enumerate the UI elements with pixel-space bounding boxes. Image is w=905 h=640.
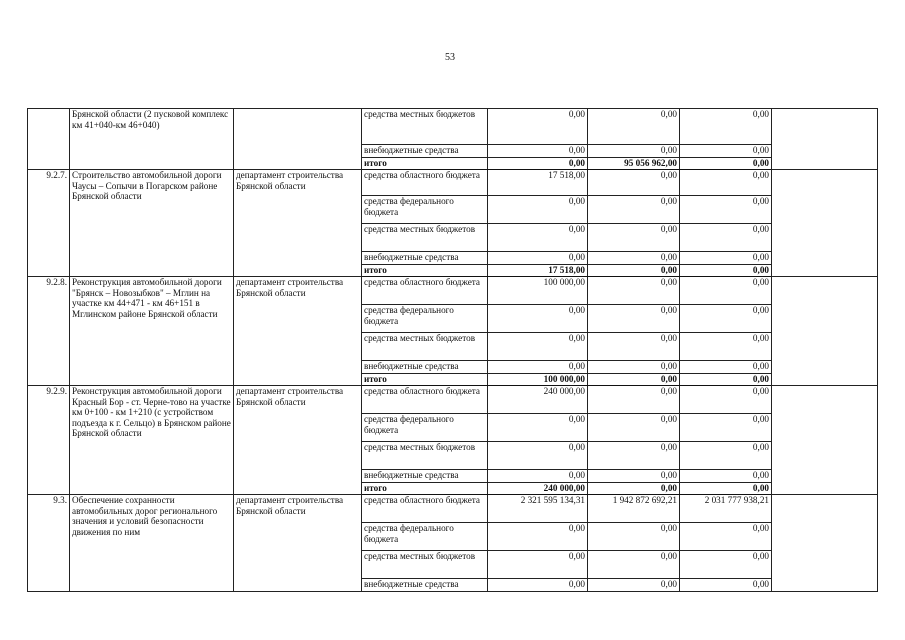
value-cell: 0,00	[588, 361, 680, 374]
value-cell: 0,00	[680, 414, 772, 442]
value-cell: 0,00	[488, 109, 588, 145]
code-cell: 9.2.7.	[28, 170, 70, 277]
value-cell: 100 000,00	[488, 374, 588, 386]
value-cell: 240 000,00	[488, 483, 588, 495]
value-cell: 0,00	[680, 483, 772, 495]
value-cell: 0,00	[588, 277, 680, 305]
code-cell: 9.2.9.	[28, 386, 70, 495]
value-cell: 0,00	[680, 523, 772, 551]
table-row	[28, 277, 878, 305]
value-cell: 0,00	[680, 305, 772, 333]
value-cell: 0,00	[588, 252, 680, 265]
value-cell: 240 000,00	[488, 386, 588, 414]
executor-cell: департамент строительства Брянской области	[234, 277, 362, 386]
source-cell: итого	[362, 483, 488, 495]
source-cell: средства местных бюджетов	[362, 442, 488, 470]
value-cell: 0,00	[488, 333, 588, 361]
source-cell: средства местных бюджетов	[362, 109, 488, 145]
value-cell: 0,00	[588, 196, 680, 224]
value-cell: 0,00	[588, 109, 680, 145]
value-cell: 0,00	[680, 470, 772, 483]
value-cell: 0,00	[588, 305, 680, 333]
table-row	[28, 386, 878, 414]
value-cell: 0,00	[588, 442, 680, 470]
value-cell: 0,00	[588, 579, 680, 592]
value-cell: 0,00	[680, 579, 772, 592]
source-cell: внебюджетные средства	[362, 252, 488, 265]
source-cell: итого	[362, 265, 488, 277]
table-row	[28, 170, 878, 196]
value-cell: 1 942 872 692,21	[588, 495, 680, 523]
item-name-cell: Обеспечение сохранности автомобильных дорог регионального значения и условий безопасности движения по ним	[70, 495, 234, 592]
item-name-cell: Реконструкция автомобильной дороги Красный Бор - ст. Черне-тово на участке км 0+100 - км 1+210 (с устройством подъезда к г. Сельцо) в Брянском районе Брянской области	[70, 386, 234, 495]
source-cell: средства местных бюджетов	[362, 551, 488, 579]
value-cell: 0,00	[588, 523, 680, 551]
blank-cell	[772, 170, 878, 277]
value-cell: 0,00	[680, 252, 772, 265]
value-cell: 0,00	[680, 386, 772, 414]
value-cell: 0,00	[588, 551, 680, 579]
value-cell: 0,00	[680, 158, 772, 170]
value-cell: 100 000,00	[488, 277, 588, 305]
value-cell: 0,00	[488, 305, 588, 333]
executor-cell: департамент строительства Брянской области	[234, 386, 362, 495]
table-row	[28, 109, 878, 145]
value-cell: 2 031 777 938,21	[680, 495, 772, 523]
value-cell: 0,00	[488, 442, 588, 470]
source-cell: внебюджетные средства	[362, 145, 488, 158]
value-cell: 0,00	[680, 224, 772, 252]
value-cell: 0,00	[488, 252, 588, 265]
value-cell: 0,00	[680, 170, 772, 196]
code-cell: 9.3.	[28, 495, 70, 592]
code-cell	[28, 109, 70, 170]
value-cell: 0,00	[488, 224, 588, 252]
source-cell: внебюджетные средства	[362, 579, 488, 592]
value-cell: 0,00	[588, 265, 680, 277]
value-cell: 0,00	[680, 333, 772, 361]
value-cell: 0,00	[488, 414, 588, 442]
value-cell: 0,00	[588, 470, 680, 483]
source-cell: средства федерального бюджета	[362, 305, 488, 333]
value-cell: 0,00	[488, 470, 588, 483]
item-name-cell: Реконструкция автомобильной дороги "Брянск – Новозыбков" – Мглин на участке км 44+471 - км 46+151 в Мглинском районе Брянской области	[70, 277, 234, 386]
source-cell: средства федерального бюджета	[362, 196, 488, 224]
blank-cell	[772, 109, 878, 170]
executor-cell: департамент строительства Брянской области	[234, 495, 362, 592]
source-cell: средства местных бюджетов	[362, 224, 488, 252]
source-cell: средства областного бюджета	[362, 170, 488, 196]
value-cell: 0,00	[588, 374, 680, 386]
value-cell: 0,00	[680, 265, 772, 277]
value-cell: 0,00	[680, 361, 772, 374]
budget-table	[27, 108, 878, 592]
value-cell: 0,00	[488, 361, 588, 374]
value-cell: 0,00	[588, 333, 680, 361]
table-row	[28, 495, 878, 523]
blank-cell	[772, 495, 878, 592]
value-cell: 0,00	[488, 579, 588, 592]
value-cell: 0,00	[488, 196, 588, 224]
code-cell: 9.2.8.	[28, 277, 70, 386]
value-cell: 17 518,00	[488, 265, 588, 277]
value-cell: 0,00	[588, 414, 680, 442]
source-cell: средства федерального бюджета	[362, 414, 488, 442]
source-cell: средства областного бюджета	[362, 277, 488, 305]
source-cell: внебюджетные средства	[362, 470, 488, 483]
value-cell: 0,00	[588, 224, 680, 252]
blank-cell	[772, 386, 878, 495]
source-cell: средства местных бюджетов	[362, 333, 488, 361]
value-cell: 0,00	[680, 145, 772, 158]
value-cell: 0,00	[488, 523, 588, 551]
value-cell: 0,00	[680, 277, 772, 305]
value-cell: 0,00	[588, 386, 680, 414]
source-cell: средства областного бюджета	[362, 495, 488, 523]
value-cell: 95 056 962,00	[588, 158, 680, 170]
page-number: 53	[445, 52, 455, 63]
blank-cell	[772, 277, 878, 386]
item-name-cell: Строительство автомобильной дороги Чаусы – Сопычи в Погарском районе Брянской области	[70, 170, 234, 277]
source-cell: итого	[362, 374, 488, 386]
value-cell: 0,00	[488, 145, 588, 158]
source-cell: внебюджетные средства	[362, 361, 488, 374]
value-cell: 0,00	[680, 551, 772, 579]
source-cell: средства областного бюджета	[362, 386, 488, 414]
value-cell: 17 518,00	[488, 170, 588, 196]
value-cell: 0,00	[680, 374, 772, 386]
value-cell: 2 321 595 134,31	[488, 495, 588, 523]
value-cell: 0,00	[588, 170, 680, 196]
value-cell: 0,00	[588, 483, 680, 495]
value-cell: 0,00	[680, 442, 772, 470]
source-cell: средства федерального бюджета	[362, 523, 488, 551]
value-cell: 0,00	[488, 551, 588, 579]
value-cell: 0,00	[588, 145, 680, 158]
executor-cell	[234, 109, 362, 170]
value-cell: 0,00	[680, 109, 772, 145]
value-cell: 0,00	[680, 196, 772, 224]
value-cell: 0,00	[488, 158, 588, 170]
source-cell: итого	[362, 158, 488, 170]
item-name-cell: Брянской области (2 пусковой комплекс км 41+040-км 46+040)	[70, 109, 234, 170]
executor-cell: департамент строительства Брянской области	[234, 170, 362, 277]
